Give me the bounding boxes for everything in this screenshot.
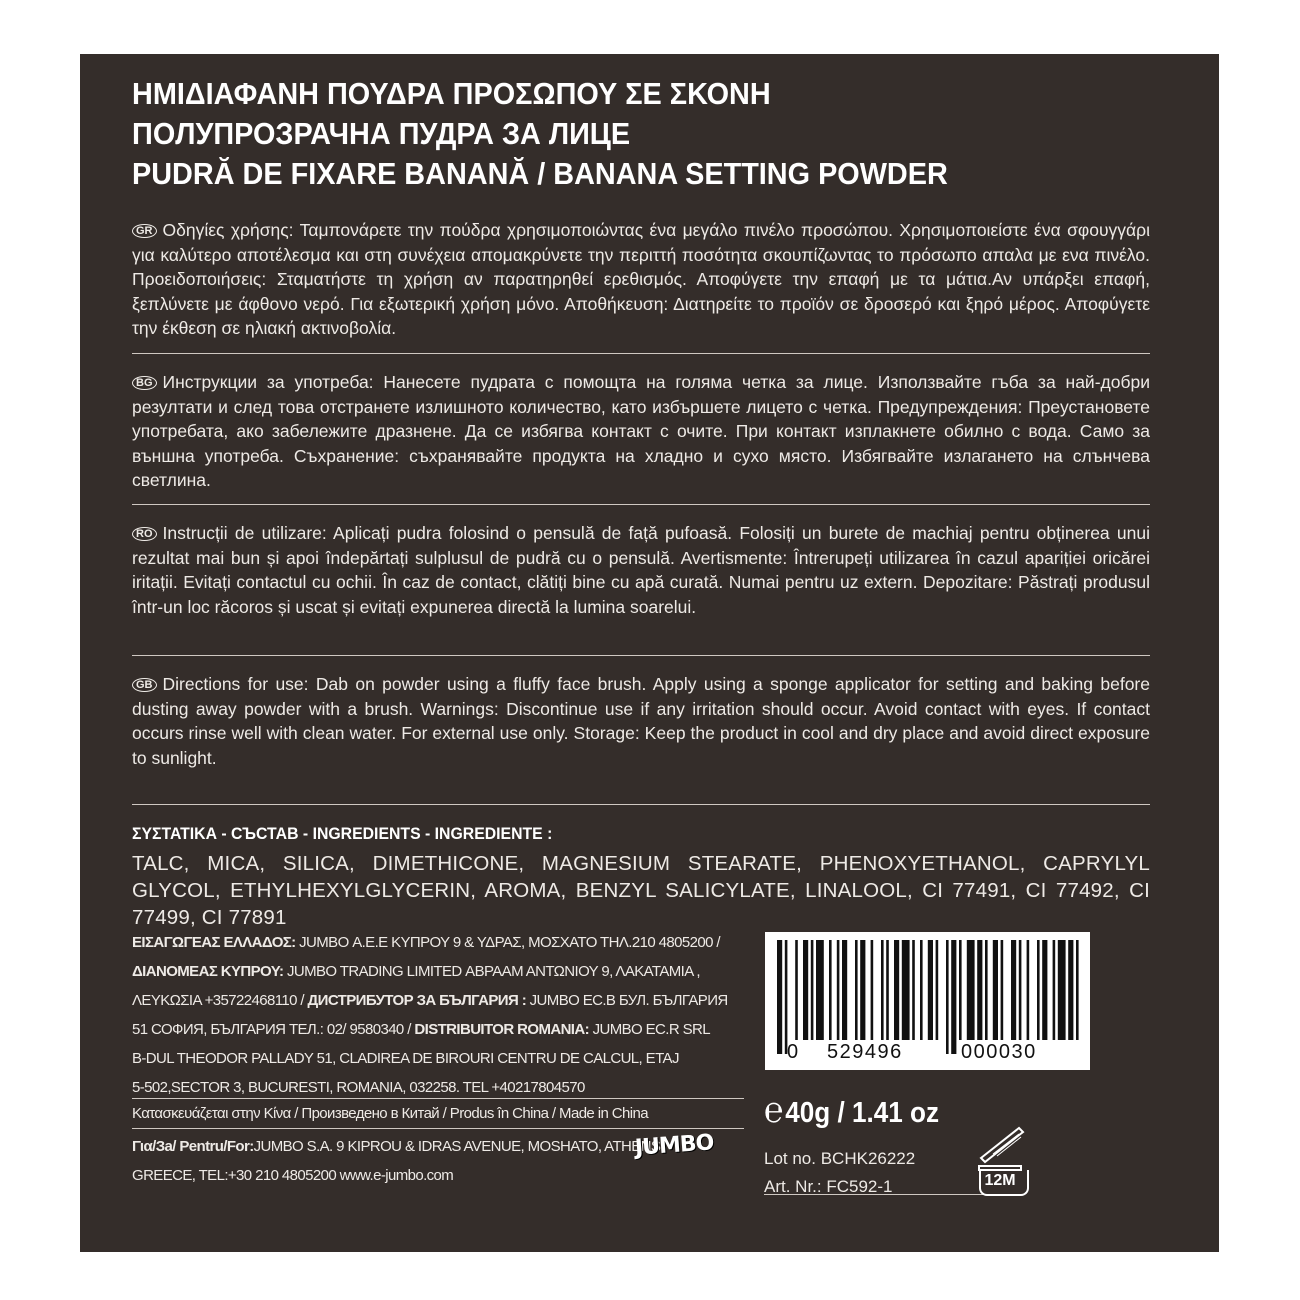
barcode-bar <box>959 940 962 1040</box>
barcode-bars <box>765 932 1090 1070</box>
title-greek: ΗΜΙΔΙΑΦΑΝΗ ΠΟΥΔΡΑ ΠΡΟΣΩΠΟΥ ΣΕ ΣΚΟΝΗ <box>132 76 771 111</box>
language-badge-gb: GB <box>132 678 157 692</box>
barcode-bar <box>977 940 982 1040</box>
language-badge-bg: BG <box>132 376 157 390</box>
barcode-bar <box>886 940 889 1040</box>
barcode-bar <box>1053 940 1056 1040</box>
barcode-bar <box>920 940 923 1040</box>
barcode-bar <box>967 940 975 1040</box>
barcode-bar <box>837 940 840 1040</box>
barcode-bar <box>1011 940 1016 1040</box>
barcode-bar <box>803 940 808 1040</box>
for-text: JUMBO S.A. 9 KIPROU & IDRAS AVENUE, MOSHATO, ATHENS, <box>253 1138 664 1155</box>
divider <box>132 504 1150 505</box>
divider <box>132 1128 744 1129</box>
distributor-bulgaria-label: ДИСТРИБУТОР ЗА БЪЛГАРИЯ : <box>307 992 527 1009</box>
importer-line-4 <box>132 1015 742 1044</box>
barcode-bar <box>785 940 788 1054</box>
section-bg <box>132 370 1150 493</box>
divider <box>132 655 1150 656</box>
barcode-bar <box>936 940 939 1040</box>
barcode-bar <box>912 940 915 1040</box>
importer-line-6: 5-502,SECTOR 3, BUCURESTI, ROMANIA, 032258. TEL +40217804570 <box>132 1079 585 1096</box>
distributor-romania-text: JUMBO EC.R SRL <box>589 1021 711 1038</box>
barcode-bar <box>985 940 988 1040</box>
importer-line-5: B-DUL THEODOR PALLADY 51, CLADIREA DE BIROURI CENTRU DE CALCUL, ETAJ <box>132 1050 679 1067</box>
net-weight-text: 40g / 1.41 oz <box>785 1097 940 1129</box>
distributor-cyprus-label: ΔΙΑΝΟΜΕΑΣ ΚΥΠΡΟΥ: <box>132 963 284 980</box>
period-after-opening <box>973 1126 1035 1200</box>
barcode <box>765 932 1090 1070</box>
title-bulgarian: ΠΟЛУПРОЗРАЧНА ПУДРА ЗА ЛИЦЕ <box>132 116 631 151</box>
product-label <box>80 54 1219 1252</box>
section-bg-text: Инструкции за употреба: Нанесете пудрата с помощта на голяма четка за лице. Използвайте гъба за най-добри резултати и след това отстранете излишното количество, като избършете лицето с четка. Предупреждения: Преустановете употребата, ако забележите дразнене. Да се избягва контакт с очите. При контакт изплакнете обилно с вода. Само за външна употреба. Съхранение: съхранявайте продукта на хладно и сухо място. Избягвайте излагането на слънчева светлина. <box>132 372 1150 491</box>
section-ro-text: Instrucții de utilizare: Aplicați pudra folosind o pensulă de față pufoasă. Folosiți un burete de machiaj pentru obținerea unui rezultat mai bun și apoi îndepărtați sulplusul de pudră cu o pensulă. Avertismente: Întrerupeți utilizarea în cazul apariției oricărei iritații. Evitați contactul cu ochii. În caz de contact, clătiți bine cu apă curată. Numai pentru uz extern. Depozitare: Păstrați produsul într-un loc răcoros și uscat și evitați expunerea directă la lumina soarelui. <box>132 523 1150 617</box>
barcode-digits-left: 529496 <box>827 1041 903 1063</box>
divider <box>132 804 1150 805</box>
barcode-bar <box>811 940 814 1040</box>
open-jar-icon <box>973 1126 1035 1176</box>
barcode-bar <box>842 940 847 1040</box>
barcode-bar <box>1019 940 1022 1040</box>
ingredients-list: TALC, MICA, SILICA, DIMETHICONE, MAGNESIUM STEARATE, PHENOXYETHANOL, CAPRYLYL GLYCOL, ETHYLHEXYLGLYCERIN, AROMA, BENZYL SALICYLATE, LINALOOL, CI 77491, CI 77492, CI 77499, CI 77891 <box>132 852 1150 929</box>
section-gr <box>132 218 1150 341</box>
barcode-bar <box>855 940 858 1040</box>
distributor-romania-label: DISTRIBUITOR ROMANIA: <box>414 1021 590 1038</box>
barcode-bar <box>816 940 824 1040</box>
title-romanian-english: PUDRĂ DE FIXARE BANANĂ / BANANA SETTING POWDER <box>132 156 948 191</box>
barcode-bar <box>1001 940 1004 1040</box>
jumbo-logo: JUMBO <box>634 1130 715 1161</box>
barcode-bar <box>829 940 832 1040</box>
barcode-bar <box>993 940 998 1040</box>
barcode-bar <box>1037 940 1040 1040</box>
barcode-bar <box>795 940 798 1040</box>
importer-line-3 <box>132 986 742 1015</box>
section-gb-text: Directions for use: Dab on powder using a fluffy face brush. Apply using a sponge applicator for setting and baking before dusting away powder with a brush. Warnings: Discontinue use if any irritation should occur. Avoid contact with eyes. If contact occurs rinse well with clean water. For external use only. Storage: Keep the product in cool and dry place and avoid direct exposure to sunlight. <box>132 674 1150 768</box>
barcode-bar <box>928 940 933 1040</box>
barcode-bar <box>860 940 865 1040</box>
section-ro <box>132 521 1150 619</box>
estimated-sign-icon: ℮ <box>764 1089 784 1130</box>
language-badge-gr: GR <box>132 224 157 238</box>
barcode-bar <box>894 940 899 1040</box>
article-number: Art. Nr.: FC592-1 <box>764 1177 893 1196</box>
for-label: Για/За/ Pentru/For: <box>132 1138 254 1155</box>
distributor-bulgaria-text: JUMBO EC.B БУЛ. БЪЛГАРИЯ <box>526 992 728 1009</box>
barcode-bar <box>871 940 874 1040</box>
section-gb <box>132 672 1150 770</box>
barcode-bar <box>1068 940 1073 1040</box>
barcode-digits-right: 000030 <box>961 1041 1037 1063</box>
barcode-bar <box>1058 940 1066 1040</box>
barcode-bar <box>1042 940 1047 1040</box>
importer-line-4-text: 51 СОФИЯ, БЪЛГАРИЯ ТЕЛ.: 02/ 9580340 / <box>132 1021 415 1038</box>
importer-line-3-text: ΛΕΥΚΩΣΙΑ +35722468110 / <box>132 992 308 1009</box>
lot-number: Lot no. BCHK26222 <box>764 1149 916 1168</box>
barcode-bar <box>881 940 884 1040</box>
barcode-bar <box>951 940 956 1054</box>
for-line-2: GREECE, TEL:+30 210 4805200 www.e-jumbo.com <box>132 1167 454 1184</box>
section-gr-text: Οδηγίες χρήσης: Ταμπονάρετε την πούδρα χρησιμοποιώντας ένα μεγάλο πινέλο προσώπου. Χρησιμοποιείστε ένα σφουγγάρι για καλύτερο αποτέλεσμα και στη συνέχεια απομακρύνετε την περιττή ποσότητα σκουπίζωντας το πρόσωπο απαλα με ενα πινέλο. Προειδοποιήσεις: Σταματήστε τη χρήση αν παρατηρηθεί ερεθισμός. Αποφύγετε την επαφή με τα μάτια.Αν υπάρξει επαφή, ξεπλύνετε με άφθονο νερό. Για εξωτερική χρήση μόνο. Αποθήκευση: Διατηρείτε το προϊόν σε δροσερό και ξηρό μέρος. Αποφύγετε την έκθεση σε ηλιακή ακτινοβολία. <box>132 220 1150 339</box>
barcode-digit-system: 0 <box>787 1041 800 1063</box>
barcode-bar <box>946 940 949 1054</box>
net-weight <box>764 1089 939 1131</box>
ingredients-heading: ΣΥΣΤΑΤΙΚΑ - СЪСТАВ - INGREDIENTS - INGREDIENTE : <box>132 824 553 843</box>
importer-greece-text: JUMBO Α.Ε.Ε ΚΥΠΡΟΥ 9 & ΥΔΡΑΣ, ΜΟΣΧΑΤΟ ΤΗΛ.210 4805200 / <box>295 934 720 951</box>
made-in-line: Κατασκευάζεται στην Κίνα / Произведено в Китай / Produs în China / Made in China <box>132 1105 648 1122</box>
importer-line-2 <box>132 957 742 986</box>
divider <box>132 353 1150 354</box>
barcode-bar <box>1027 940 1030 1040</box>
importer-greece-label: ΕΙΣΑΓΩΓΕΑΣ ΕΛΛΑΔΟΣ: <box>132 934 296 951</box>
barcode-bar <box>777 940 782 1054</box>
language-badge-ro: RO <box>132 527 157 541</box>
importer-line-1 <box>132 928 742 957</box>
barcode-bar <box>902 940 910 1040</box>
distributor-cyprus-text: JUMBO TRADING LIMITED ΑΒΡΑΑΜ ΑΝΤΩΝΙΟΥ 9, ΛΑΚΑΤΑΜΙΑ , <box>283 963 700 980</box>
pao-text: 12M <box>984 1172 1016 1189</box>
barcode-bar <box>1076 940 1079 1040</box>
